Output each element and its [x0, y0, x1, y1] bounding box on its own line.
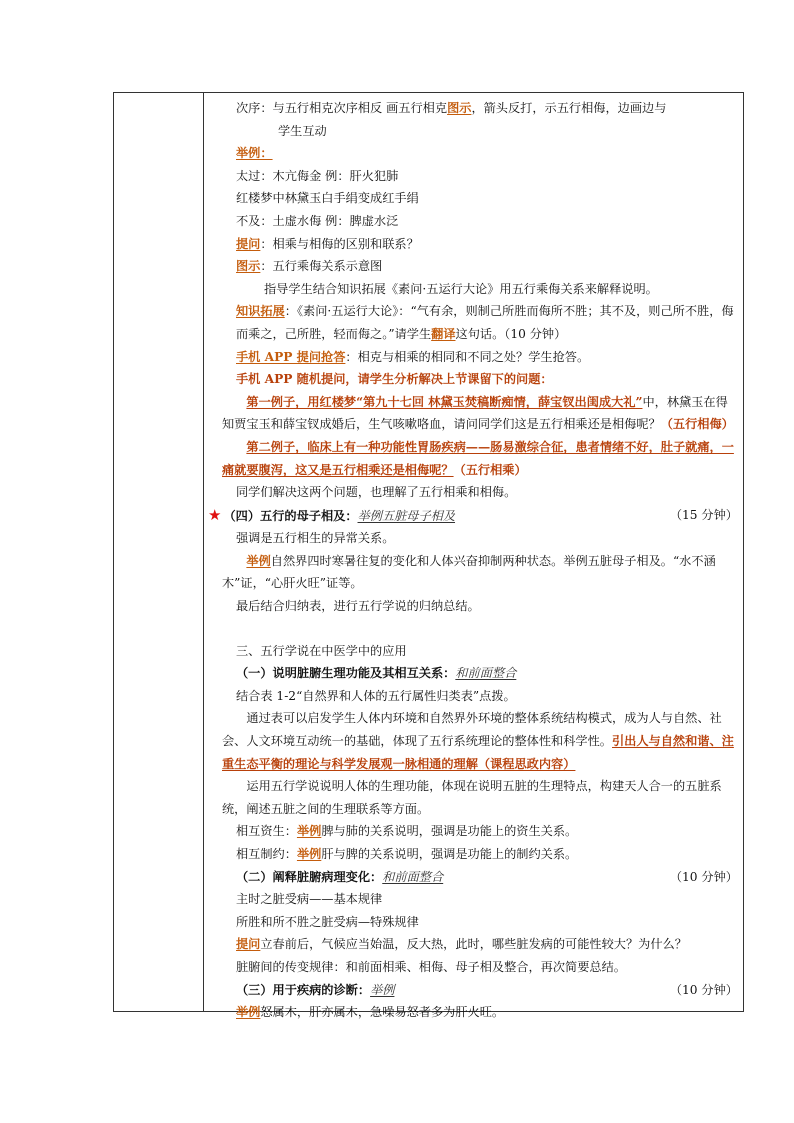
text-line: 举例怒属木，肝亦属木，急噪易怒者多为肝火旺。 — [236, 1005, 505, 1020]
text-line: 手机 APP 提问抢答：相克与相乘的相同和不同之处？学生抢答。 — [236, 349, 590, 364]
text-paragraph: 第二例子，临床上有一种功能性胃肠疾病——肠易激综合征，患者情绪不好，肚子就痛，一痛就要腹泻，这又是五行相乘还是相侮呢？（五行相乘） — [222, 439, 734, 477]
text-line: 结合表 1-2“自然界和人体的五行属性归类表”点拨。 — [236, 688, 516, 703]
lesson-content — [208, 97, 738, 1024]
lesson-table — [113, 92, 744, 1020]
text-line: 相互制约：举例肝与脾的关系说明，强调是功能上的制约关系。 — [236, 847, 578, 861]
text-line: 强调是五行相生的异常关系。 — [236, 531, 395, 546]
text-paragraph: 通过表可以启发学生人体内环境和自然界外环境的整体系统结构模式，成为人与自然、社会、人文环境互动统一的基础，体现了五行系统理论的整体性和科学性。引出人与自然和谐、注重生态平衡的理论与科学发展观一脉相通的理解（课程思政内容） — [222, 711, 734, 771]
text-line: 相互资生：举例脾与肺的关系说明，强调是功能上的资生关系。 — [236, 824, 578, 839]
text-line: 最后结合归纳表，进行五行学说的归纳总结。 — [236, 599, 480, 614]
text-line: 举例： — [236, 146, 273, 161]
subsection-heading: （二）阐释脏腑病理变化：和前面整合 （10 分钟） — [236, 869, 738, 884]
column-divider — [203, 93, 204, 1011]
text-line: 学生互动 — [278, 123, 327, 138]
text-line: 不及：土虚水侮 例：脾虚水泛 — [236, 213, 399, 228]
subsection-heading: （一）说明脏腑生理功能及其相互关系：和前面整合 — [236, 666, 517, 681]
text-line: 脏腑间的传变规律：和前面相乘、相侮、母子相及整合，再次简要总结。 — [236, 959, 626, 974]
text-paragraph: 第一例子，用红楼梦“第九十七回 林黛玉焚稿断痴情，薛宝钗出闺成大礼”中，林黛玉在得知贾宝玉和薛宝钗成婚后，生气咳嗽咯血，请问同学们这是五行相乘还是相侮呢？（五行相侮） — [222, 394, 734, 432]
text-line: 提问：相乘与相侮的区别和联系？ — [236, 236, 419, 251]
text-line: 图示：五行乘侮关系示意图 — [236, 259, 383, 274]
text-line: 红楼梦中林黛玉白手绢变成红手绢 — [236, 191, 419, 206]
text-paragraph: 运用五行学说说明人体的生理功能，体现在说明五脏的生理特点，构建天人合一的五脏系统，阐述五脏之间的生理联系等方面。 — [222, 779, 722, 816]
text-line: 所胜和所不胜之脏受病—特殊规律 — [236, 914, 419, 929]
subsection-heading: （三）用于疾病的诊断：举例 （10 分钟） — [236, 982, 738, 997]
text-line: 主时之脏受病——基本规律 — [236, 892, 383, 907]
section-heading: 三、五行学说在中医学中的应用 — [236, 643, 407, 658]
text-line: 提问立春前后，气候应当始温，反大热，此时，哪些脏发病的可能性较大？为什么？ — [236, 937, 687, 952]
text-paragraph: 知识拓展：《素问·五运行大论》：“气有余，则制己所胜而侮所不胜；其不及，则己所不胜，侮而乘之，己所胜，轻而侮之。”请学生翻译这句话。（10 分钟） — [236, 304, 734, 341]
text-line: 手机 APP 随机提问，请学生分析解决上节课留下的问题： — [236, 372, 553, 387]
text-line: 太过：木亢侮金 例：肝火犯肺 — [236, 168, 399, 183]
text-paragraph: 举例自然界四时寒暑往复的变化和人体兴奋抑制两种状态。举例五脏母子相及。“水不涵木”证，“心肝火旺”证等。 — [222, 553, 716, 591]
text-line: 指导学生结合知识拓展《素问·五运行大论》用五行乘侮关系来解释说明。 — [264, 281, 658, 296]
section-heading: ★ （四）五行的母子相及：举例五脏母子相及 （15 分钟） — [208, 505, 738, 524]
text-line: 同学们解决这两个问题，也理解了五行相乘和相侮。 — [236, 485, 517, 500]
text-line: 次序：与五行相克次序相反 画五行相克图示，箭头反打，示五行相侮，边画边与 — [236, 101, 667, 115]
star-icon: ★ — [208, 505, 222, 524]
